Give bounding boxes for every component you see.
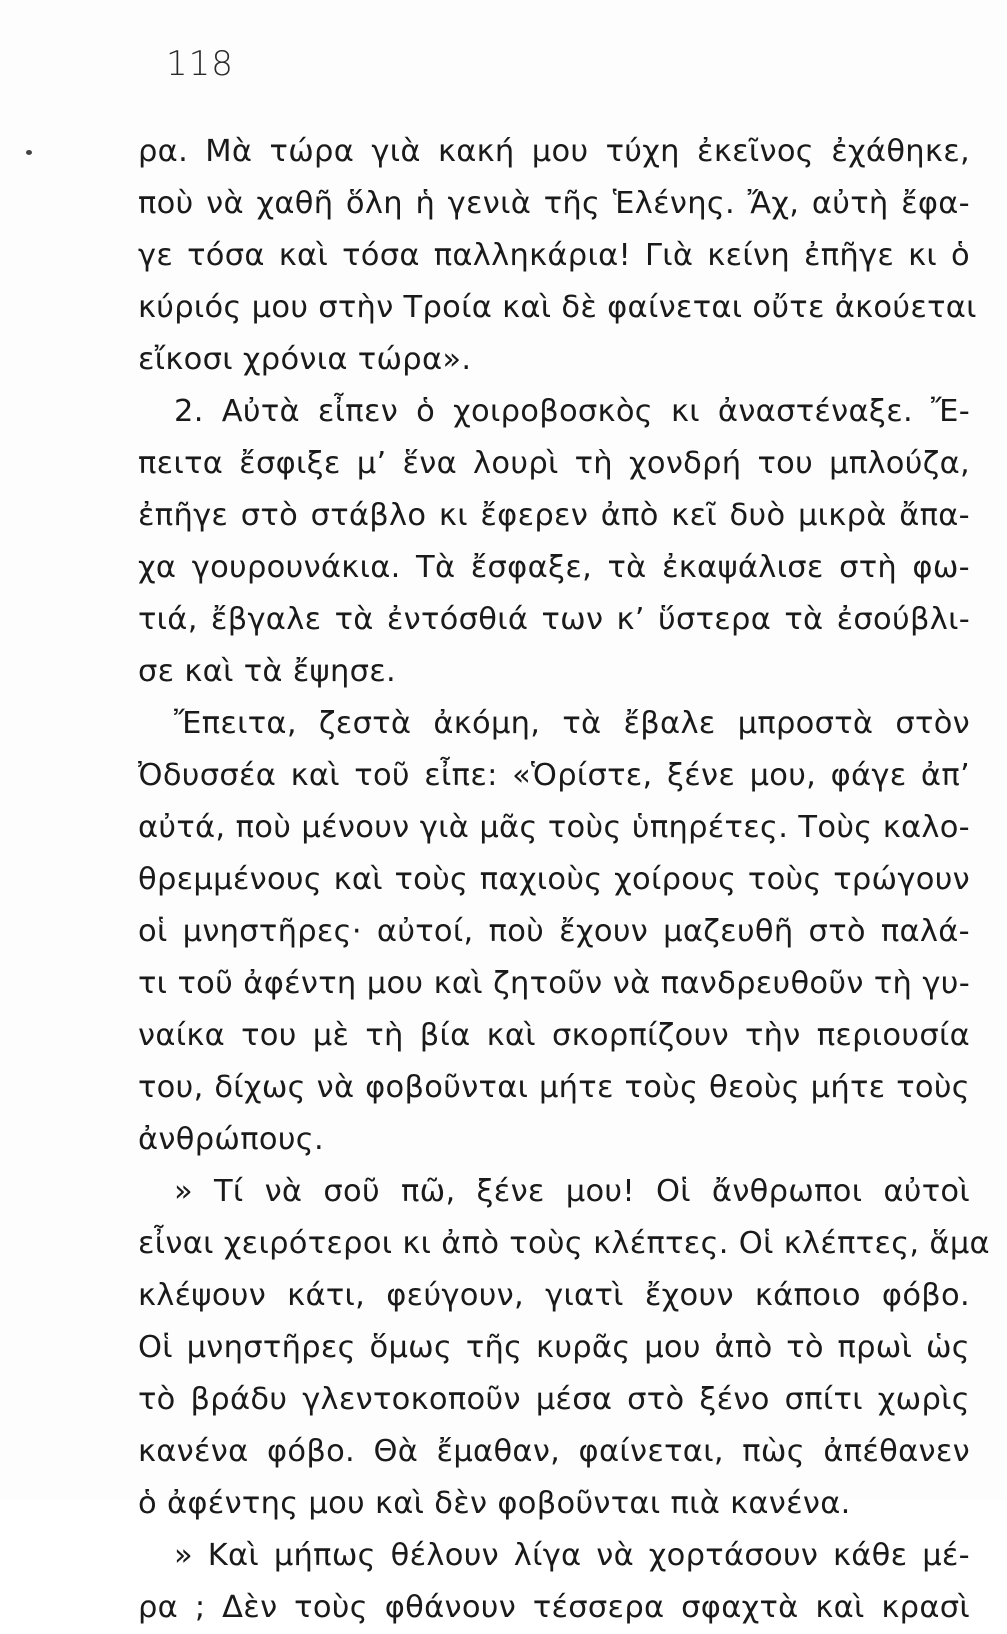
text-line: ρα. Μὰ τώρα γιὰ κακή μου τύχη ἐκεῖνος ἐχάθηκε, [138,134,970,169]
text-line: εἴκοσι χρόνια τώρα». [138,342,472,377]
text-line: εἶναι χειρότεροι κι ἀπὸ τοὺς κλέπτες. Οἱ κλέπτες, ἅμα [138,1226,990,1261]
text-line: 2. Αὐτὰ εἶπεν ὁ χοιροβοσκὸς κι ἀναστέναξε. Ἔ- [174,394,970,429]
text-line: θρεμμένους καὶ τοὺς παχιοὺς χοίρους τοὺς τρώγουν [138,862,970,897]
text-line: κλέψουν κάτι, φεύγουν, γιατὶ ἔχουν κάποιο φόβο. [138,1278,970,1313]
text-line: κύριός μου στὴν Τροία καὶ δὲ φαίνεται οὔτε ἀκούεται [138,290,977,325]
text-line: » Καὶ μήπως θέλουν λίγα νὰ χορτάσουν κάθε μέ- [174,1538,970,1573]
text-line: ναίκα του μὲ τὴ βία καὶ σκορπίζουν τὴν περιουσία [138,1018,970,1053]
text-line: ποὺ νὰ χαθῆ ὅλη ἡ γενιὰ τῆς Ἑλένης. Ἄχ, αὐτὴ ἔφα- [138,186,970,221]
text-line: χα γουρουνάκια. Τὰ ἔσφαξε, τὰ ἐκαψάλισε στὴ φω- [138,550,970,585]
text-line: γε τόσα καὶ τόσα παλληκάρια! Γιὰ κείνη ἐπῆγε κι ὁ [138,238,970,273]
text-line: » Τί νὰ σοῦ πῶ, ξένε μου! Οἱ ἄνθρωποι αὐτοὶ [174,1174,970,1209]
text-line: ἀνθρώπους. [138,1122,324,1157]
body-text [138,126,990,1634]
text-line: κανένα φόβο. Θὰ ἔμαθαν, φαίνεται, πὼς ἀπέθανεν [138,1434,970,1469]
scan-speck [26,150,32,155]
text-line: ἐπῆγε στὸ στάβλο κι ἔφερεν ἀπὸ κεῖ δυὸ μικρὰ ἄπα- [138,498,970,533]
text-line: ρα ; Δὲν τοὺς φθάνουν τέσσερα σφαχτὰ καὶ κρασὶ [138,1590,970,1625]
text-line: Οἱ μνηστῆρες ὅμως τῆς κυρᾶς μου ἀπὸ τὸ πρωὶ ὡς [138,1330,970,1365]
page-number: 118 [166,44,234,84]
text-line: οἱ μνηστῆρες· αὐτοί, ποὺ ἔχουν μαζευθῆ στὸ παλά- [138,914,970,949]
text-line: ὁ ἀφέντης μου καὶ δὲν φοβοῦνται πιὰ κανένα. [138,1486,851,1521]
text-line: πειτα ἔσφιξε μ’ ἕνα λουρὶ τὴ χονδρή του μπλούζα, [138,446,970,481]
text-line: του, δίχως νὰ φοβοῦνται μήτε τοὺς θεοὺς μήτε τοὺς [138,1070,970,1105]
text-line: αὐτά, ποὺ μένουν γιὰ μᾶς τοὺς ὑπηρέτες. Τοὺς καλο- [138,810,970,845]
text-line: τι τοῦ ἀφέντη μου καὶ ζητοῦν νὰ πανδρευθοῦν τὴ γυ- [138,966,970,1001]
text-line: σε καὶ τὰ ἔψησε. [138,654,397,689]
text-line: τὸ βράδυ γλεντοκοποῦν μέσα στὸ ξένο σπίτι χωρὶς [138,1382,970,1417]
text-line: Ἔπειτα, ζεστὰ ἀκόμη, τὰ ἔβαλε μπροστὰ στὸν [174,706,970,741]
text-line: Ὀδυσσέα καὶ τοῦ εἶπε: «Ὁρίστε, ξένε μου, φάγε ἀπ’ [138,758,970,793]
text-line: τιά, ἔβγαλε τὰ ἐντόσθιά των κ’ ὕστερα τὰ ἐσούβλι- [138,602,970,637]
